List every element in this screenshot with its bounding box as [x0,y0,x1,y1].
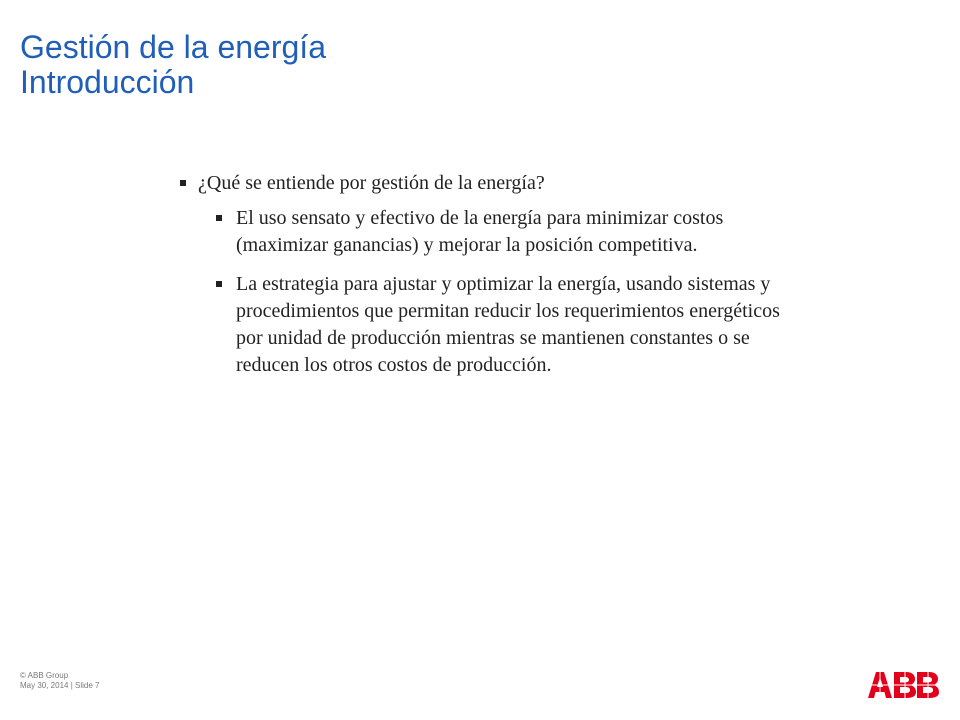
abb-logo [866,670,940,700]
slide-footer [20,671,99,691]
square-bullet-icon [216,281,222,287]
slide-content [180,170,820,391]
slide-date-number: May 30, 2014 | Slide 7 [20,681,100,690]
square-bullet-icon [216,215,222,221]
answer-text: El uso sensato y efectivo de la energía para minimizar costos (maximizar ganancias) y mejorar la posición competitiva. [236,207,724,256]
answer-text: La estrategia para ajustar y optimizar la energía, usando sistemas y procedimientos que permitan reducir los requerimientos energéticos por unidad de producción mientras se mantienen constantes o se reducen los otros costos de producción. [236,273,780,376]
copyright-text: © ABB Group [20,671,69,680]
question-text: ¿Qué se entiende por gestión de la energía? [198,172,545,194]
answer-bullet [216,271,796,379]
slide-title-block [20,30,326,100]
square-bullet-icon [180,180,186,186]
slide-title: Gestión de la energía [20,29,326,65]
question-bullet [180,170,820,197]
answer-bullet [216,205,796,259]
slide-subtitle: Introducción [20,64,195,100]
